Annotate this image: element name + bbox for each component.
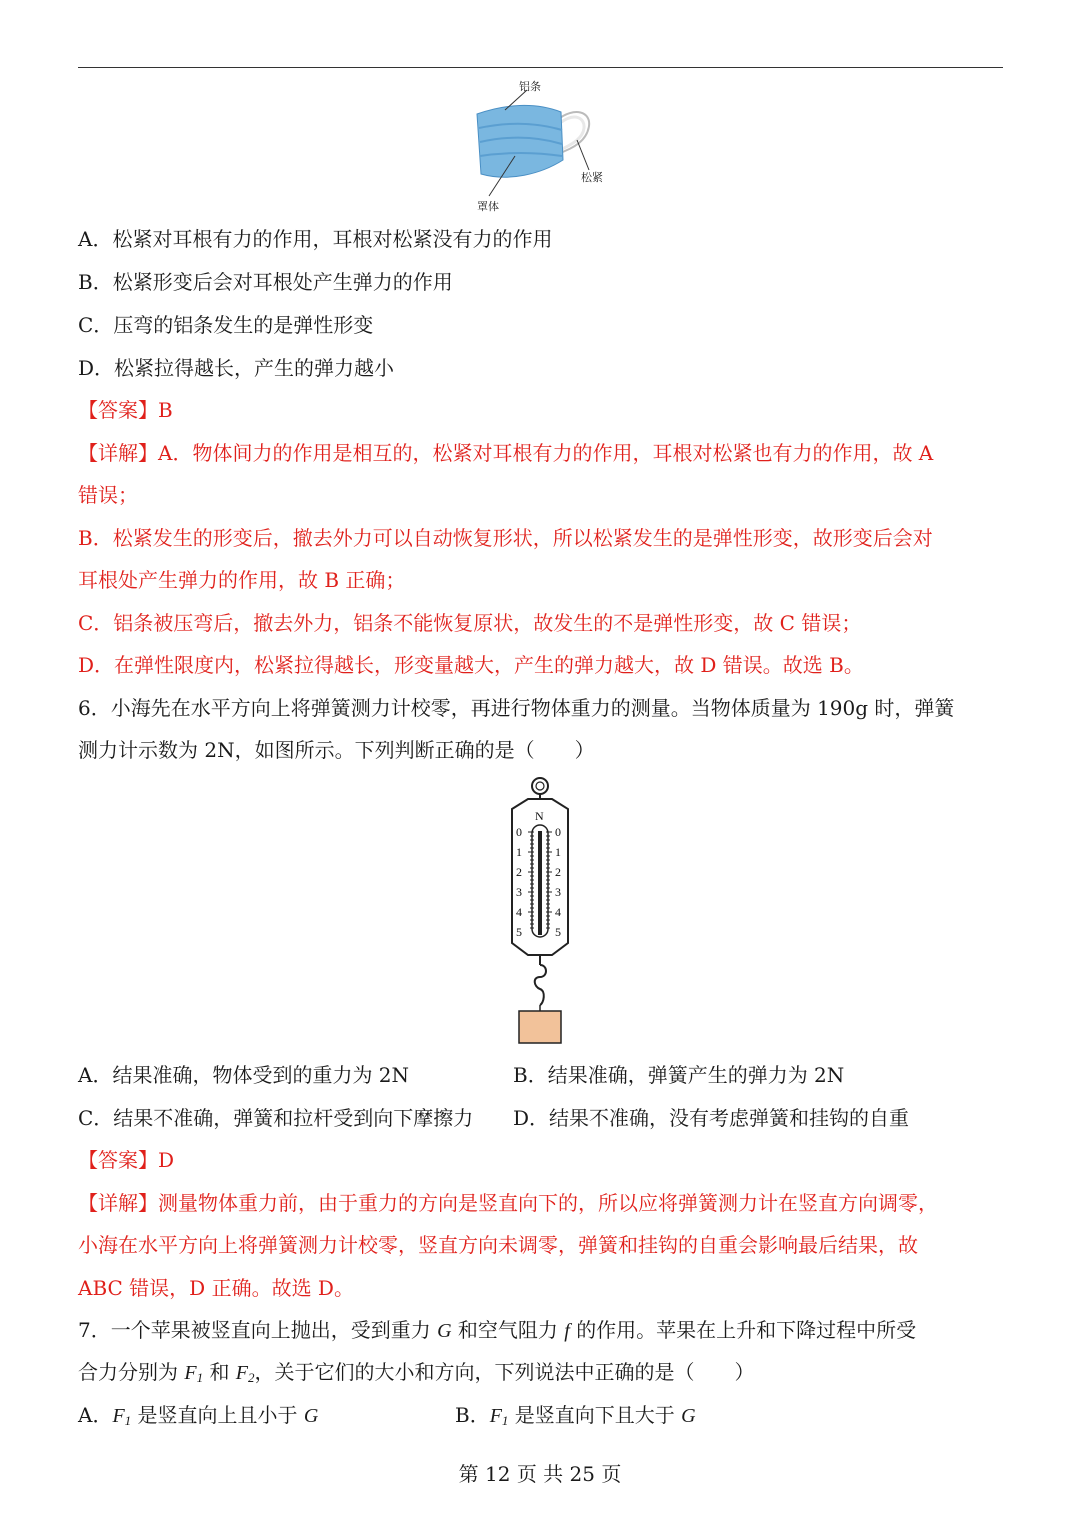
q6-answer: 【答案】D: [78, 1148, 175, 1172]
spring-scale-figure: [500, 775, 580, 1047]
q7-option-a: A．$F_1$ 是竖直向上且小于 G: [78, 1403, 319, 1428]
scale-tick-label: 1: [516, 845, 522, 859]
scale-tick-label: 4: [516, 905, 522, 919]
top-ring: [532, 778, 548, 794]
scale-tick-label: 2: [516, 865, 522, 879]
scale-tick-label: 3: [516, 885, 522, 899]
q5-detail-4: 耳根处产生弹力的作用，故 B 正确；: [78, 568, 406, 592]
q6-option-d: D．结果不准确，没有考虑弹簧和挂钩的自重: [513, 1106, 910, 1130]
hook: [535, 965, 546, 1005]
q6-option-a: A．结果准确，物体受到的重力为 2N: [78, 1063, 410, 1087]
scale-tick-label: 4: [555, 905, 561, 919]
q5-detail-6: D．在弹性限度内，松紧拉得越长，形变量越大，产生的弹力越大，故 D 错误。故选 B。: [78, 653, 864, 677]
q5-detail-1: 【详解】A．物体间力的作用是相互的，松紧对耳根有力的作用，耳根对松紧也有力的作用，故 A: [78, 441, 934, 465]
scale-tick-label: 5: [516, 925, 522, 939]
scale-tick-label: 2: [555, 865, 561, 879]
scale-tick-label: 1: [555, 845, 561, 859]
q7-stem-1: 7．一个苹果被竖直向上抛出，受到重力 G 和空气阻力 f 的作用。苹果在上升和下降过程中所受: [78, 1318, 917, 1342]
q5-answer: 【答案】B: [78, 398, 173, 422]
q5-detail-5: C．铝条被压弯后，撤去外力，铝条不能恢复原状，故发生的不是弹性形变，故 C 错误；: [78, 611, 862, 635]
q5-detail-2: 错误；: [78, 483, 138, 507]
q6-stem-1: 6．小海先在水平方向上将弹簧测力计校零，再进行物体重力的测量。当物体质量为 190g 时，弹簧: [78, 696, 955, 720]
q6-detail-1: 【详解】测量物体重力前，由于重力的方向是竖直向下的，所以应将弹簧测力计在竖直方向调零，: [78, 1191, 938, 1215]
q6-option-b: B．结果准确，弹簧产生的弹力为 2N: [513, 1063, 845, 1087]
page-footer: 第 12 页 共 25 页: [458, 1462, 622, 1486]
q5-option-a: A．松紧对耳根有力的作用，耳根对松紧没有力的作用: [78, 227, 553, 251]
q6-option-c: C．结果不准确，弹簧和拉杆受到向下摩擦力: [78, 1106, 474, 1130]
q5-option-d: D．松紧拉得越长，产生的弹力越小: [78, 356, 395, 380]
weight-block: [519, 1011, 561, 1043]
q7-stem-2: 合力分别为 $F_1$ 和 $F_2$，关于它们的大小和方向，下列说法中正确的是（ ）: [78, 1360, 755, 1385]
scale-tick-label: 0: [516, 825, 522, 839]
scale-unit: N: [535, 809, 544, 823]
q7-option-b: B．$F_1$ 是竖直向下且大于 G: [455, 1403, 696, 1428]
spring-pointer: [538, 831, 542, 935]
q6-detail-2: 小海在水平方向上将弹簧测力计校零，竖直方向未调零，弹簧和挂钩的自重会影响最后结果，故: [78, 1233, 918, 1257]
q6-stem-2: 测力计示数为 2N，如图所示。下列判断正确的是（ ）: [78, 738, 595, 762]
label-mask-body: 罩体: [477, 200, 499, 213]
scale-tick-label: 5: [555, 925, 561, 939]
scale-tick-label: 0: [555, 825, 561, 839]
mask-figure: [465, 78, 625, 216]
label-aluminum-strip: 铝条: [519, 80, 541, 93]
q5-detail-3: B．松紧发生的形变后，撤去外力可以自动恢复形状，所以松紧发生的是弹性形变，故形变后会对: [78, 526, 933, 550]
scale-tick-label: 3: [555, 885, 561, 899]
q5-option-b: B．松紧形变后会对耳根处产生弹力的作用: [78, 270, 453, 294]
q5-option-c: C．压弯的铝条发生的是弹性形变: [78, 313, 374, 337]
label-elastic: 松紧: [581, 171, 603, 184]
header-rule: [78, 67, 1003, 68]
q6-detail-3: ABC 错误，D 正确。故选 D。: [78, 1276, 354, 1300]
